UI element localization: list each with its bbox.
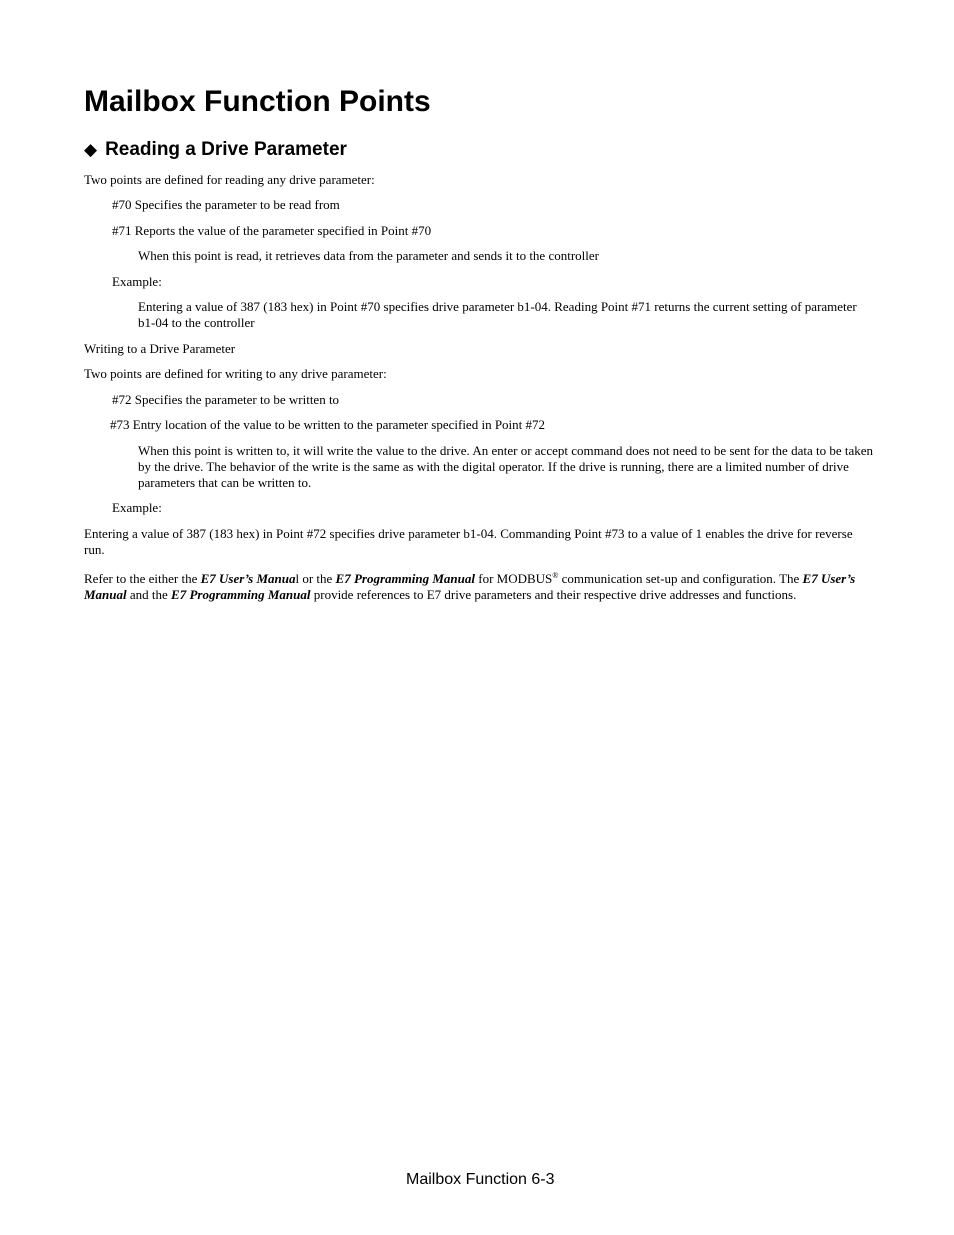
reference-text: for MODBUS xyxy=(474,571,553,586)
users-manual-ref: E7 User’s Manua xyxy=(200,571,296,586)
section-heading xyxy=(84,139,347,161)
point-71-item: #71 Reports the value of the parameter specified in Point #70 xyxy=(112,223,432,238)
point-70-item: #70 Specifies the parameter to be read from xyxy=(112,197,340,212)
reading-intro: Two points are defined for reading any drive parameter: xyxy=(84,172,375,187)
writing-example-text: Entering a value of 387 (183 hex) in Point #72 specifies drive parameter b1-04. Commanding Point #73 to a value of 1 enables the drive for reverse run. xyxy=(84,526,853,557)
point-72-item: #72 Specifies the parameter to be written to xyxy=(112,392,340,407)
reference-paragraph xyxy=(84,568,874,603)
reading-example-text: Entering a value of 387 (183 hex) in Point #70 specifies drive parameter b1-04. Reading Point #71 returns the current setting of parameter b1-04 to the controller xyxy=(138,299,857,330)
point-73-item: #73 Entry location of the value to be written to the parameter specified in Point #72 xyxy=(110,417,546,432)
reading-example-label: Example: xyxy=(112,274,162,289)
point-73-detail: When this point is written to, it will write the value to the drive. An enter or accept command does not need to be sent for the data to be taken by the drive. The behavior of the write is the same as with the digital operator. If the drive is running, there are a limited number of drive parameters that can be written to. xyxy=(138,443,874,490)
diamond-bullet-icon: ◆ xyxy=(84,140,98,159)
point-71-detail: When this point is read, it retrieves data from the parameter and sends it to the controller xyxy=(138,248,599,263)
section-heading-text: Reading a Drive Parameter xyxy=(105,139,347,160)
writing-heading: Writing to a Drive Parameter xyxy=(84,341,236,356)
reference-text: Refer to the either the xyxy=(84,571,201,586)
reference-text: and the xyxy=(126,587,172,602)
reference-text: l or the xyxy=(295,571,336,586)
writing-example-label: Example: xyxy=(112,500,162,515)
page-title: Mailbox Function Points xyxy=(84,85,431,118)
registered-mark: ® xyxy=(552,571,559,580)
reference-text: provide references to E7 drive parameters and their respective drive addresses and functions. xyxy=(310,587,797,602)
programming-manual-ref: E7 Programming Manual xyxy=(335,571,475,586)
programming-manual-ref: E7 Programming Manual xyxy=(171,587,311,602)
reference-text: communication set-up and configuration. The xyxy=(558,571,803,586)
writing-intro: Two points are defined for writing to any drive parameter: xyxy=(84,366,387,381)
users-manual-ref: E7 User’s Manual xyxy=(84,571,856,602)
page-footer: Mailbox Function 6-3 xyxy=(406,1171,555,1188)
